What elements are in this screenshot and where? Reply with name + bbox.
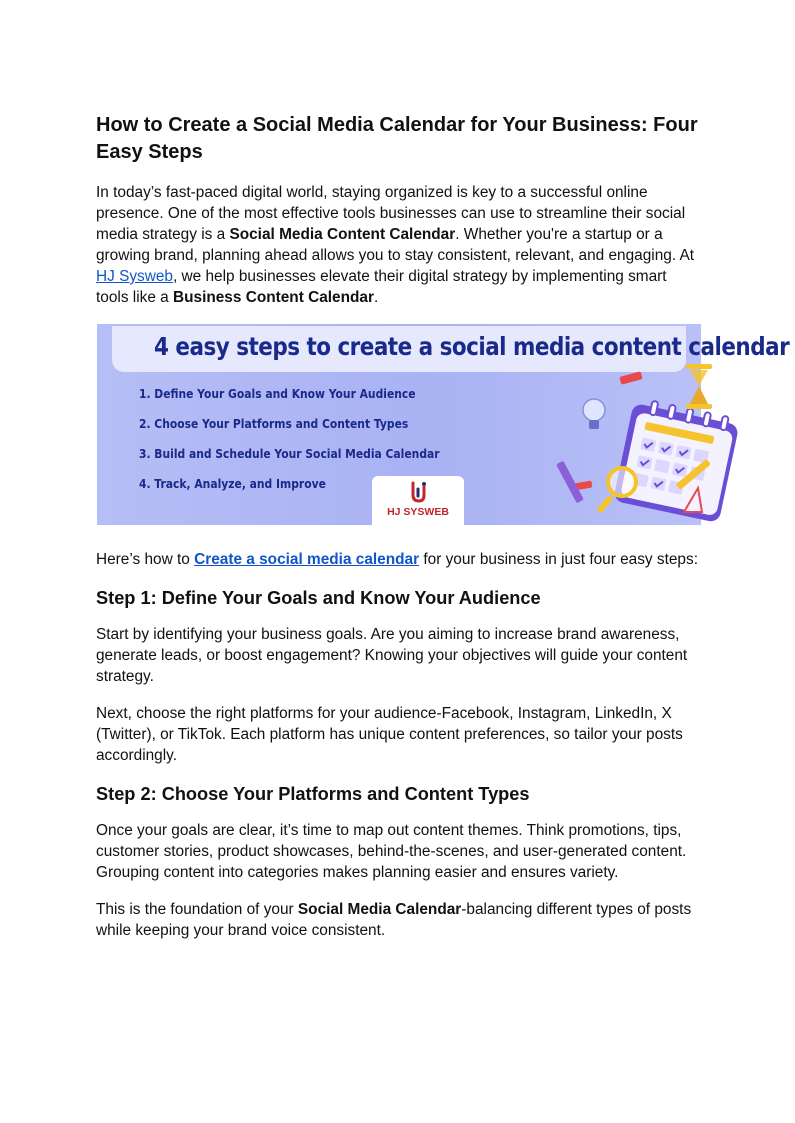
step2-heading: Step 2: Choose Your Platforms and Content Types: [96, 784, 530, 804]
intro-paragraph: [96, 182, 701, 308]
intro-bold-2: Business Content Calendar: [173, 289, 374, 306]
document-body: [96, 112, 790, 957]
hj-sysweb-logo: [372, 476, 464, 525]
step1-paragraph-2: Next, choose the right platforms for your audience-Facebook, Instagram, LinkedIn, X (Twitter), or TikTok. Each platform has unique content preferences, so tailor your posts accordingly.: [96, 705, 683, 764]
banner-step-3: 3. Build and Schedule Your Social Media Calendar: [139, 446, 440, 461]
step2-text-1: This is the foundation of your: [96, 901, 298, 918]
banner-title: 4 easy steps to create a social media content calendar: [154, 332, 790, 361]
banner-step-4: 4. Track, Analyze, and Improve: [139, 476, 326, 491]
intro-text-3: , we help businesses elevate their digital strategy by implementing smart tools like a: [96, 268, 667, 306]
calendar-illustration-icon: [462, 362, 702, 525]
step2-bold: Social Media Calendar: [297, 901, 462, 918]
step2-text-2: -balancing different types of posts while keeping your brand voice consistent.: [96, 901, 692, 939]
step2-paragraph-1: Once your goals are clear, it’s time to map out content themes. Think promotions, tips, customer stories, product showcases, behind-the-scenes, and user-generated content. Grouping content into categories makes planning easier and ensures variety.: [96, 822, 687, 881]
banner-step-2: 2. Choose Your Platforms and Content Types: [139, 416, 409, 431]
howto-paragraph: [96, 549, 701, 570]
intro-text-1: In today’s fast-paced digital world, staying organized is key to a successful online presence. One of the most effective tools businesses can use to streamline their social media strategy is a: [96, 184, 686, 243]
howto-text-1: Here’s how to: [96, 551, 195, 568]
hj-sysweb-link[interactable]: HJ Sysweb: [96, 268, 173, 285]
intro-text-2: . Whether you're a startup or a growing brand, planning ahead allows you to stay consistent, relevant, and engaging. At: [96, 226, 695, 264]
banner-step-1: 1. Define Your Goals and Know Your Audience: [139, 386, 416, 401]
howto-text-2: for your business in just four easy steps:: [419, 551, 698, 568]
step1-paragraph-1: Start by identifying your business goals. Are you aiming to increase brand awareness, generate leads, or boost engagement? Knowing your objectives will guide your content strategy.: [96, 626, 688, 685]
page-title: How to Create a Social Media Calendar for Your Business: Four Easy Steps: [96, 114, 698, 163]
banner-image: [97, 324, 790, 525]
step2-paragraph-2: [96, 899, 701, 941]
intro-text-4: .: [373, 289, 379, 306]
intro-bold-1: Social Media Content Calendar: [229, 226, 456, 243]
step1-heading: Step 1: Define Your Goals and Know Your Audience: [96, 588, 541, 608]
create-calendar-link[interactable]: Create a social media calendar: [194, 551, 420, 568]
logo-text: HJ SYSWEB: [387, 506, 449, 518]
